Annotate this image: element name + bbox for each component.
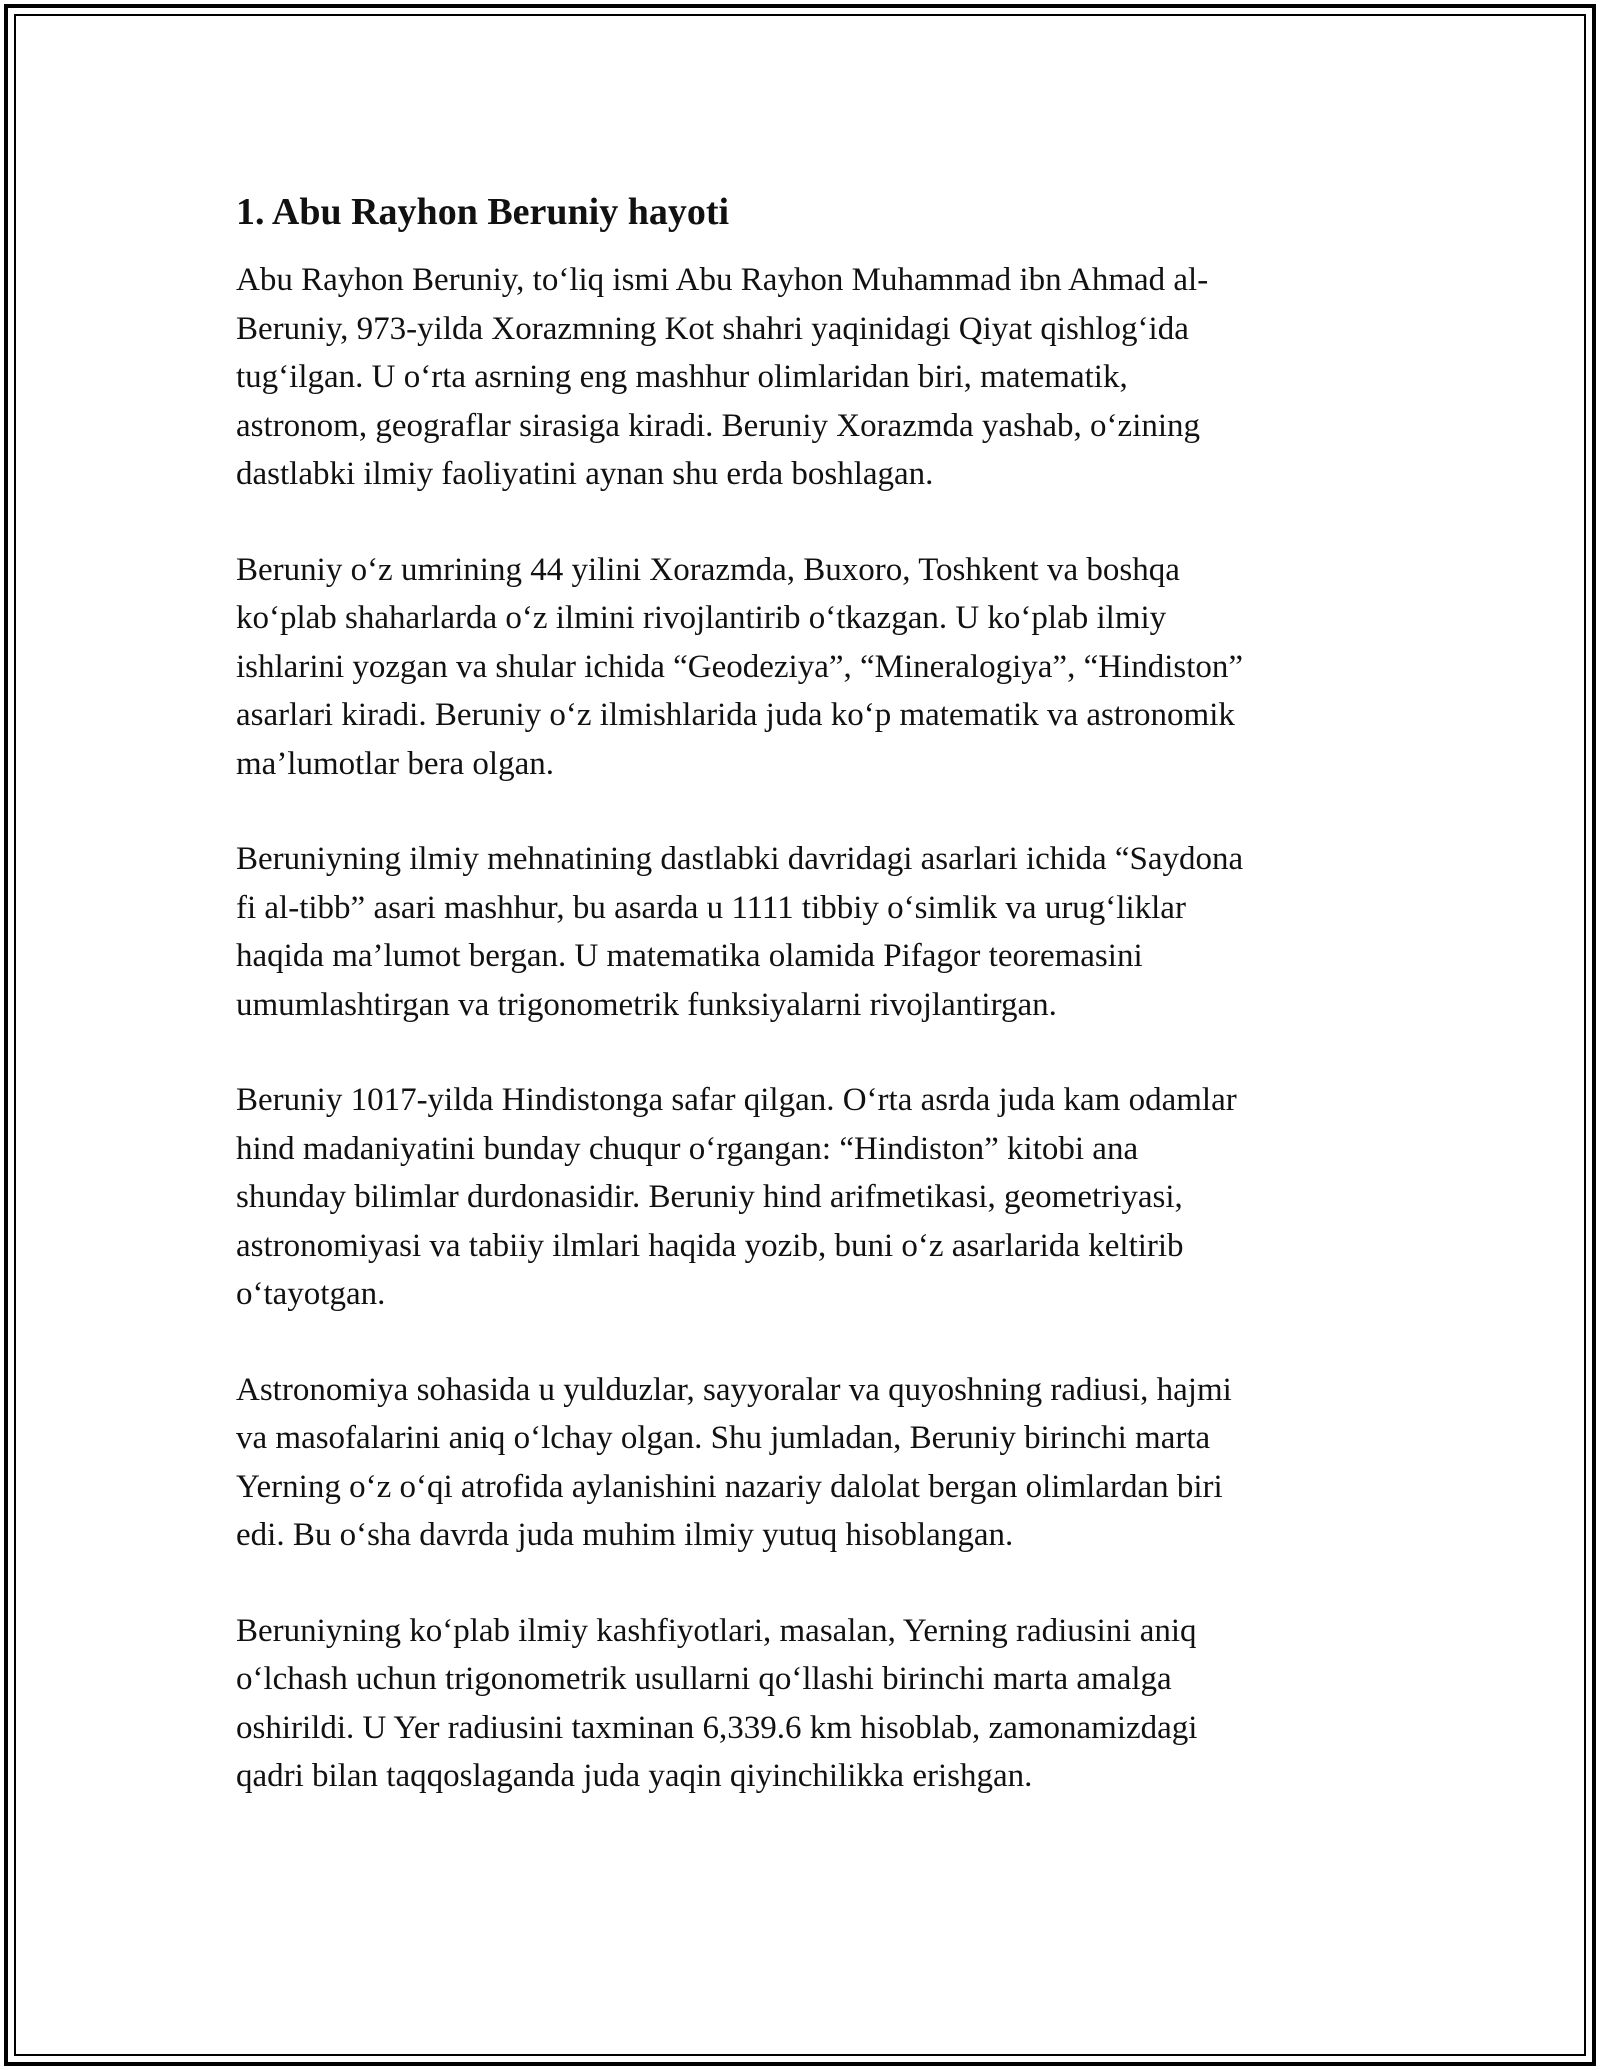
line: va masofalarini aniq o‘lchay olgan. Shu jumladan, Beruniy birinchi marta bbox=[236, 1420, 1211, 1456]
line: Beruniyning ko‘plab ilmiy kashfiyotlari, masalan, Yerning radiusini aniq bbox=[236, 1612, 1197, 1649]
line: oshirildi. U Yer radiusini taxminan 6,339.6 km hisoblab, zamonamizdagi bbox=[236, 1709, 1198, 1746]
line: dastlabki ilmiy faoliyatini aynan shu erda boshlagan. bbox=[236, 456, 934, 492]
line: ma’lumotlar bera olgan. bbox=[236, 745, 554, 782]
line: fi al-tibb” asari mashhur, bu asarda u 1111 tibbiy o‘simlik va urug‘liklar bbox=[236, 889, 1186, 926]
line: ishlarini yozgan va shular ichida “Geodeziya”, “Mineralogiya”, “Hindiston” bbox=[236, 648, 1244, 685]
paragraph-3 bbox=[236, 835, 1376, 1029]
line: edi. Bu o‘sha davrda juda muhim ilmiy yutuq hisoblangan. bbox=[236, 1517, 1014, 1553]
line: shunday bilimlar durdonasidir. Beruniy hind arifmetikasi, geometriyasi, bbox=[236, 1179, 1183, 1215]
line: Astronomiya sohasida u yulduzlar, sayyoralar va quyoshning radiusi, hajmi bbox=[236, 1371, 1232, 1408]
paragraph-1 bbox=[236, 256, 1376, 499]
line: Beruniyning ilmiy mehnatining dastlabki davridagi asarlari ichida “Saydona bbox=[236, 841, 1244, 877]
line: astronomiyasi va tabiiy ilmlari haqida yozib, buni o‘z asarlarida keltirib bbox=[236, 1227, 1184, 1264]
line: hind madaniyatini bunday chuqur o‘rgangan: “Hindiston” kitobi ana bbox=[236, 1130, 1139, 1167]
line: Abu Rayhon Beruniy, to‘liq ismi Abu Rayhon Muhammad ibn Ahmad al- bbox=[236, 262, 1209, 298]
line: tug‘ilgan. U o‘rta asrning eng mashhur olimlaridan biri, matematik, bbox=[236, 359, 1128, 395]
line: haqida ma’lumot bergan. U matematika olamida Pifagor teoremasini bbox=[236, 938, 1143, 974]
line: asarlari kiradi. Beruniy o‘z ilmishlarida juda ko‘p matematik va astronomik bbox=[236, 697, 1235, 733]
line: o‘lchash uchun trigonometrik usullarni qo‘llashi birinchi marta amalga bbox=[236, 1661, 1172, 1697]
line: umumlashtirgan va trigonometrik funksiyalarni rivojlantirgan. bbox=[236, 986, 1057, 1023]
paragraph-4 bbox=[236, 1076, 1376, 1319]
paragraph-2 bbox=[236, 546, 1376, 789]
paragraph-6 bbox=[236, 1607, 1376, 1801]
line: Beruniy 1017-yilda Hindistonga safar qilgan. O‘rta asrda juda kam odamlar bbox=[236, 1082, 1237, 1118]
line: Beruniy, 973-yilda Xorazmning Kot shahri yaqinidagi Qiyat qishlog‘ida bbox=[236, 310, 1189, 347]
line: astronom, geograflar sirasiga kiradi. Beruniy Xorazmda yashab, o‘zining bbox=[236, 407, 1201, 444]
section-heading: 1. Abu Rayhon Beruniy hayoti bbox=[236, 191, 730, 233]
paragraph-5 bbox=[236, 1366, 1376, 1560]
line: Yerning o‘z o‘qi atrofida aylanishini nazariy dalolat bergan olimlardan biri bbox=[236, 1468, 1223, 1505]
line: qadri bilan taqqoslaganda juda yaqin qiyinchilikka erishgan. bbox=[236, 1758, 1033, 1794]
line: ko‘plab shaharlarda o‘z ilmini rivojlantirib o‘tkazgan. U ko‘plab ilmiy bbox=[236, 600, 1167, 636]
document-body bbox=[236, 186, 1376, 1848]
line: o‘tayotgan. bbox=[236, 1276, 386, 1312]
line: Beruniy o‘z umrining 44 yilini Xorazmda, Buxoro, Toshkent va boshqa bbox=[236, 551, 1180, 588]
